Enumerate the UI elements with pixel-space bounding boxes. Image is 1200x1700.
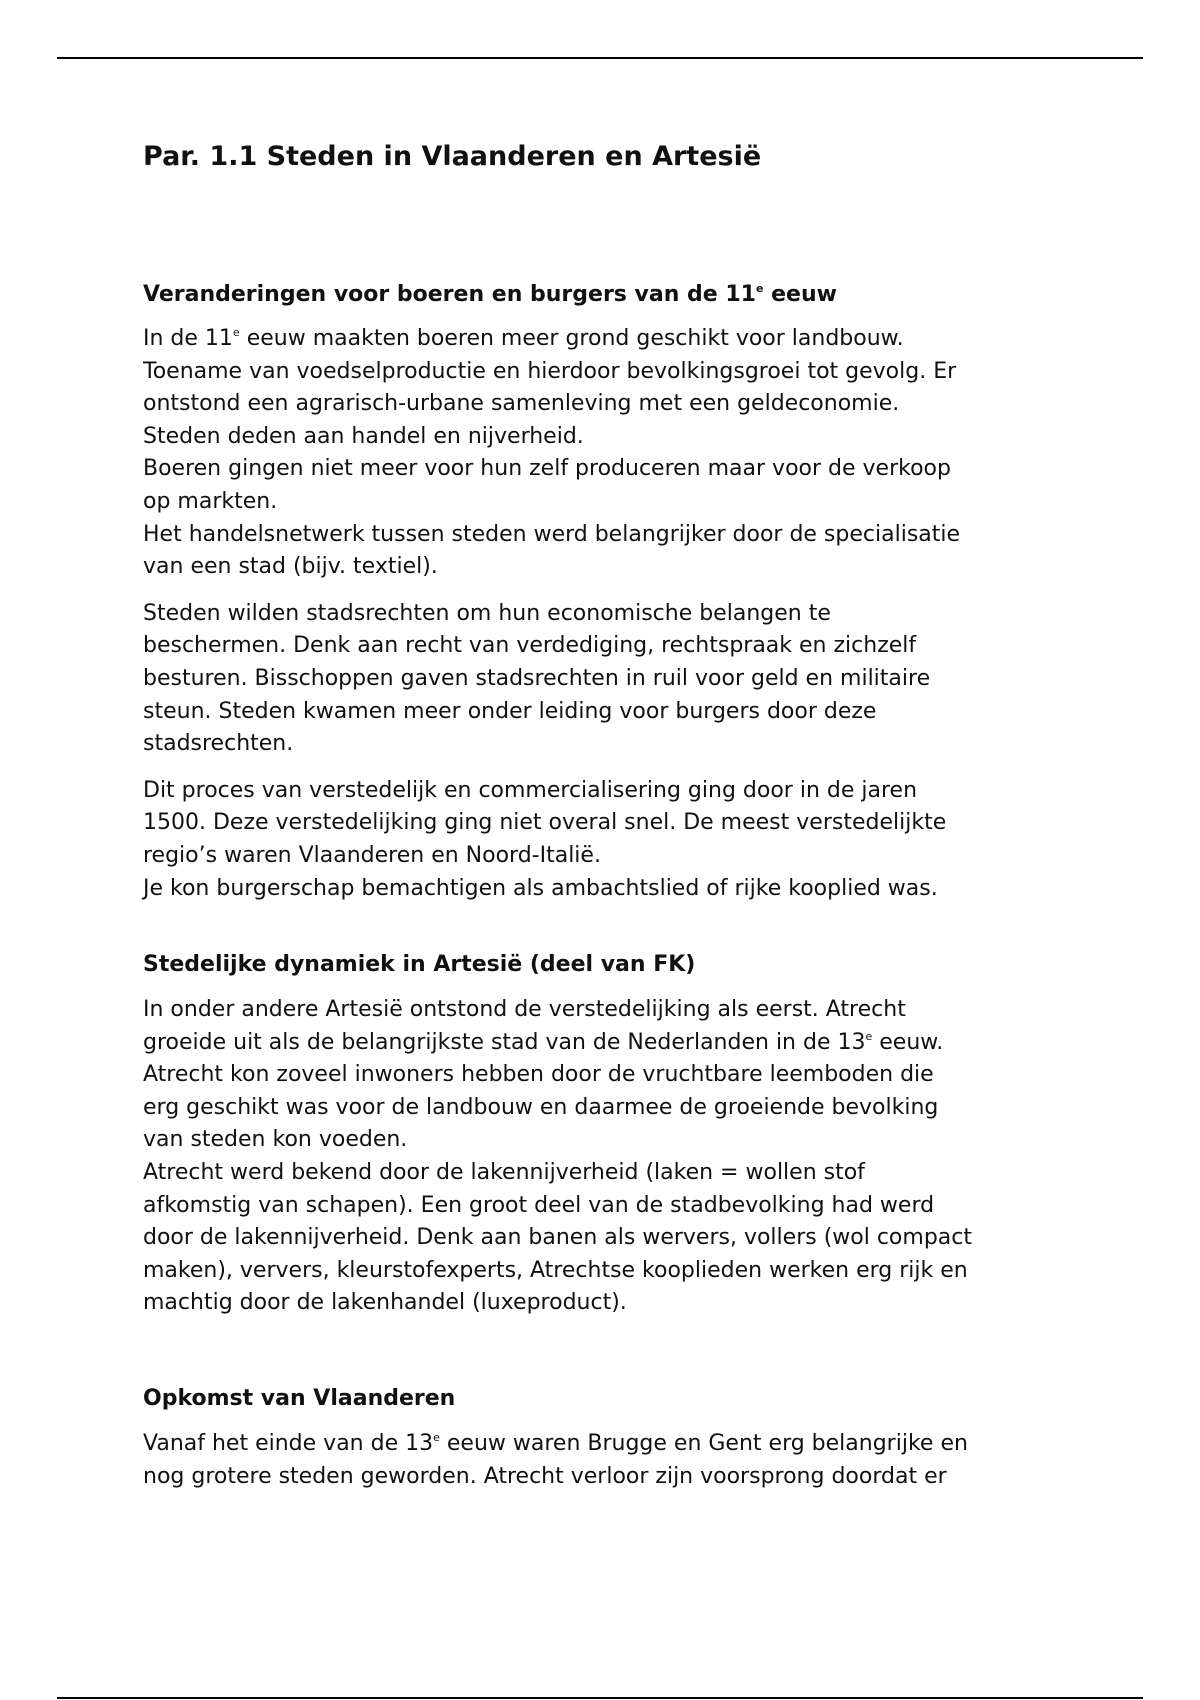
text-line: stadsrechten. — [143, 731, 294, 757]
text-line: 1500. Deze verstedelijking ging niet overal snel. De meest verstedelijkte — [143, 810, 947, 836]
text-line: steun. Steden kwamen meer onder leiding voor burgers door deze — [143, 698, 877, 724]
section-heading-opkomst-vlaanderen: Opkomst van Vlaanderen — [143, 1386, 456, 1412]
text-line: Atrecht kon zoveel inwoners hebben door de vruchtbare leemboden die — [143, 1062, 934, 1088]
document-page — [143, 138, 1083, 1493]
text-line: Atrecht werd bekend door de lakennijverheid (laken = wollen stof — [143, 1160, 865, 1186]
paragraph — [143, 598, 1083, 761]
text-line: beschermen. Denk aan recht van verdediging, rechtspraak en zichzelf — [143, 633, 917, 659]
text-line: van een stad (bijv. textiel). — [143, 554, 438, 580]
text-line: besturen. Bisschoppen gaven stadsrechten in ruil voor geld en militaire — [143, 665, 931, 691]
text-line: Steden deden aan handel en nijverheid. — [143, 423, 584, 449]
text-line: Je kon burgerschap bemachtigen als ambachtslied of rijke kooplied was. — [143, 875, 938, 901]
text-line: regio’s waren Vlaanderen en Noord-Italië. — [143, 842, 601, 868]
paragraph — [143, 775, 1083, 905]
text-line: groeide uit als de belangrijkste stad van de Nederlanden in de 13e eeuw. — [143, 1029, 944, 1055]
text-line: Boeren gingen niet meer voor hun zelf produceren maar voor de verkoop — [143, 456, 951, 482]
text-line: Toename van voedselproductie en hierdoor bevolkingsgroei tot gevolg. Er — [143, 358, 957, 384]
text-line: ontstond een agrarisch-urbane samenleving met een geldeconomie. — [143, 391, 900, 417]
text-line: op markten. — [143, 488, 278, 514]
text-line: machtig door de lakenhandel (luxeproduct). — [143, 1290, 627, 1316]
text-line: door de lakennijverheid. Denk aan banen als wervers, vollers (wol compact — [143, 1225, 972, 1251]
text-line: Het handelsnetwerk tussen steden werd belangrijker door de specialisatie — [143, 521, 961, 547]
paragraph — [143, 323, 1083, 584]
bottom-rule — [57, 1697, 1143, 1699]
text-line: van steden kon voeden. — [143, 1127, 408, 1153]
text-line: In de 11e eeuw maakten boeren meer grond geschikt voor landbouw. — [143, 326, 904, 351]
text-line: Dit proces van verstedelijk en commercialisering ging door in de jaren — [143, 777, 918, 803]
section-heading-stedelijke-dynamiek: Stedelijke dynamiek in Artesië (deel van FK) — [143, 952, 696, 978]
text-line: Vanaf het einde van de 13e eeuw waren Brugge en Gent erg belangrijke en — [143, 1431, 968, 1457]
text-line: afkomstig van schapen). Een groot deel van de stadbevolking had werd — [143, 1192, 935, 1218]
text-line: maken), ververs, kleurstofexperts, Atrechtse kooplieden werken erg rijk en — [143, 1257, 968, 1283]
text-line: erg geschikt was voor de landbouw en daarmee de groeiende bevolking — [143, 1094, 939, 1120]
page-title: Par. 1.1 Steden in Vlaanderen en Artesië — [143, 141, 762, 172]
text-line: nog grotere steden geworden. Atrecht verloor zijn voorsprong doordat er — [143, 1463, 947, 1489]
text-line: In onder andere Artesië ontstond de verstedelijking als eerst. Atrecht — [143, 997, 906, 1023]
text-line: Steden wilden stadsrechten om hun economische belangen te — [143, 600, 831, 626]
top-rule — [57, 57, 1143, 59]
section-heading-veranderingen: Veranderingen voor boeren en burgers van de 11e eeuw — [143, 282, 837, 307]
paragraph — [143, 1428, 1083, 1493]
paragraph — [143, 994, 1083, 1320]
